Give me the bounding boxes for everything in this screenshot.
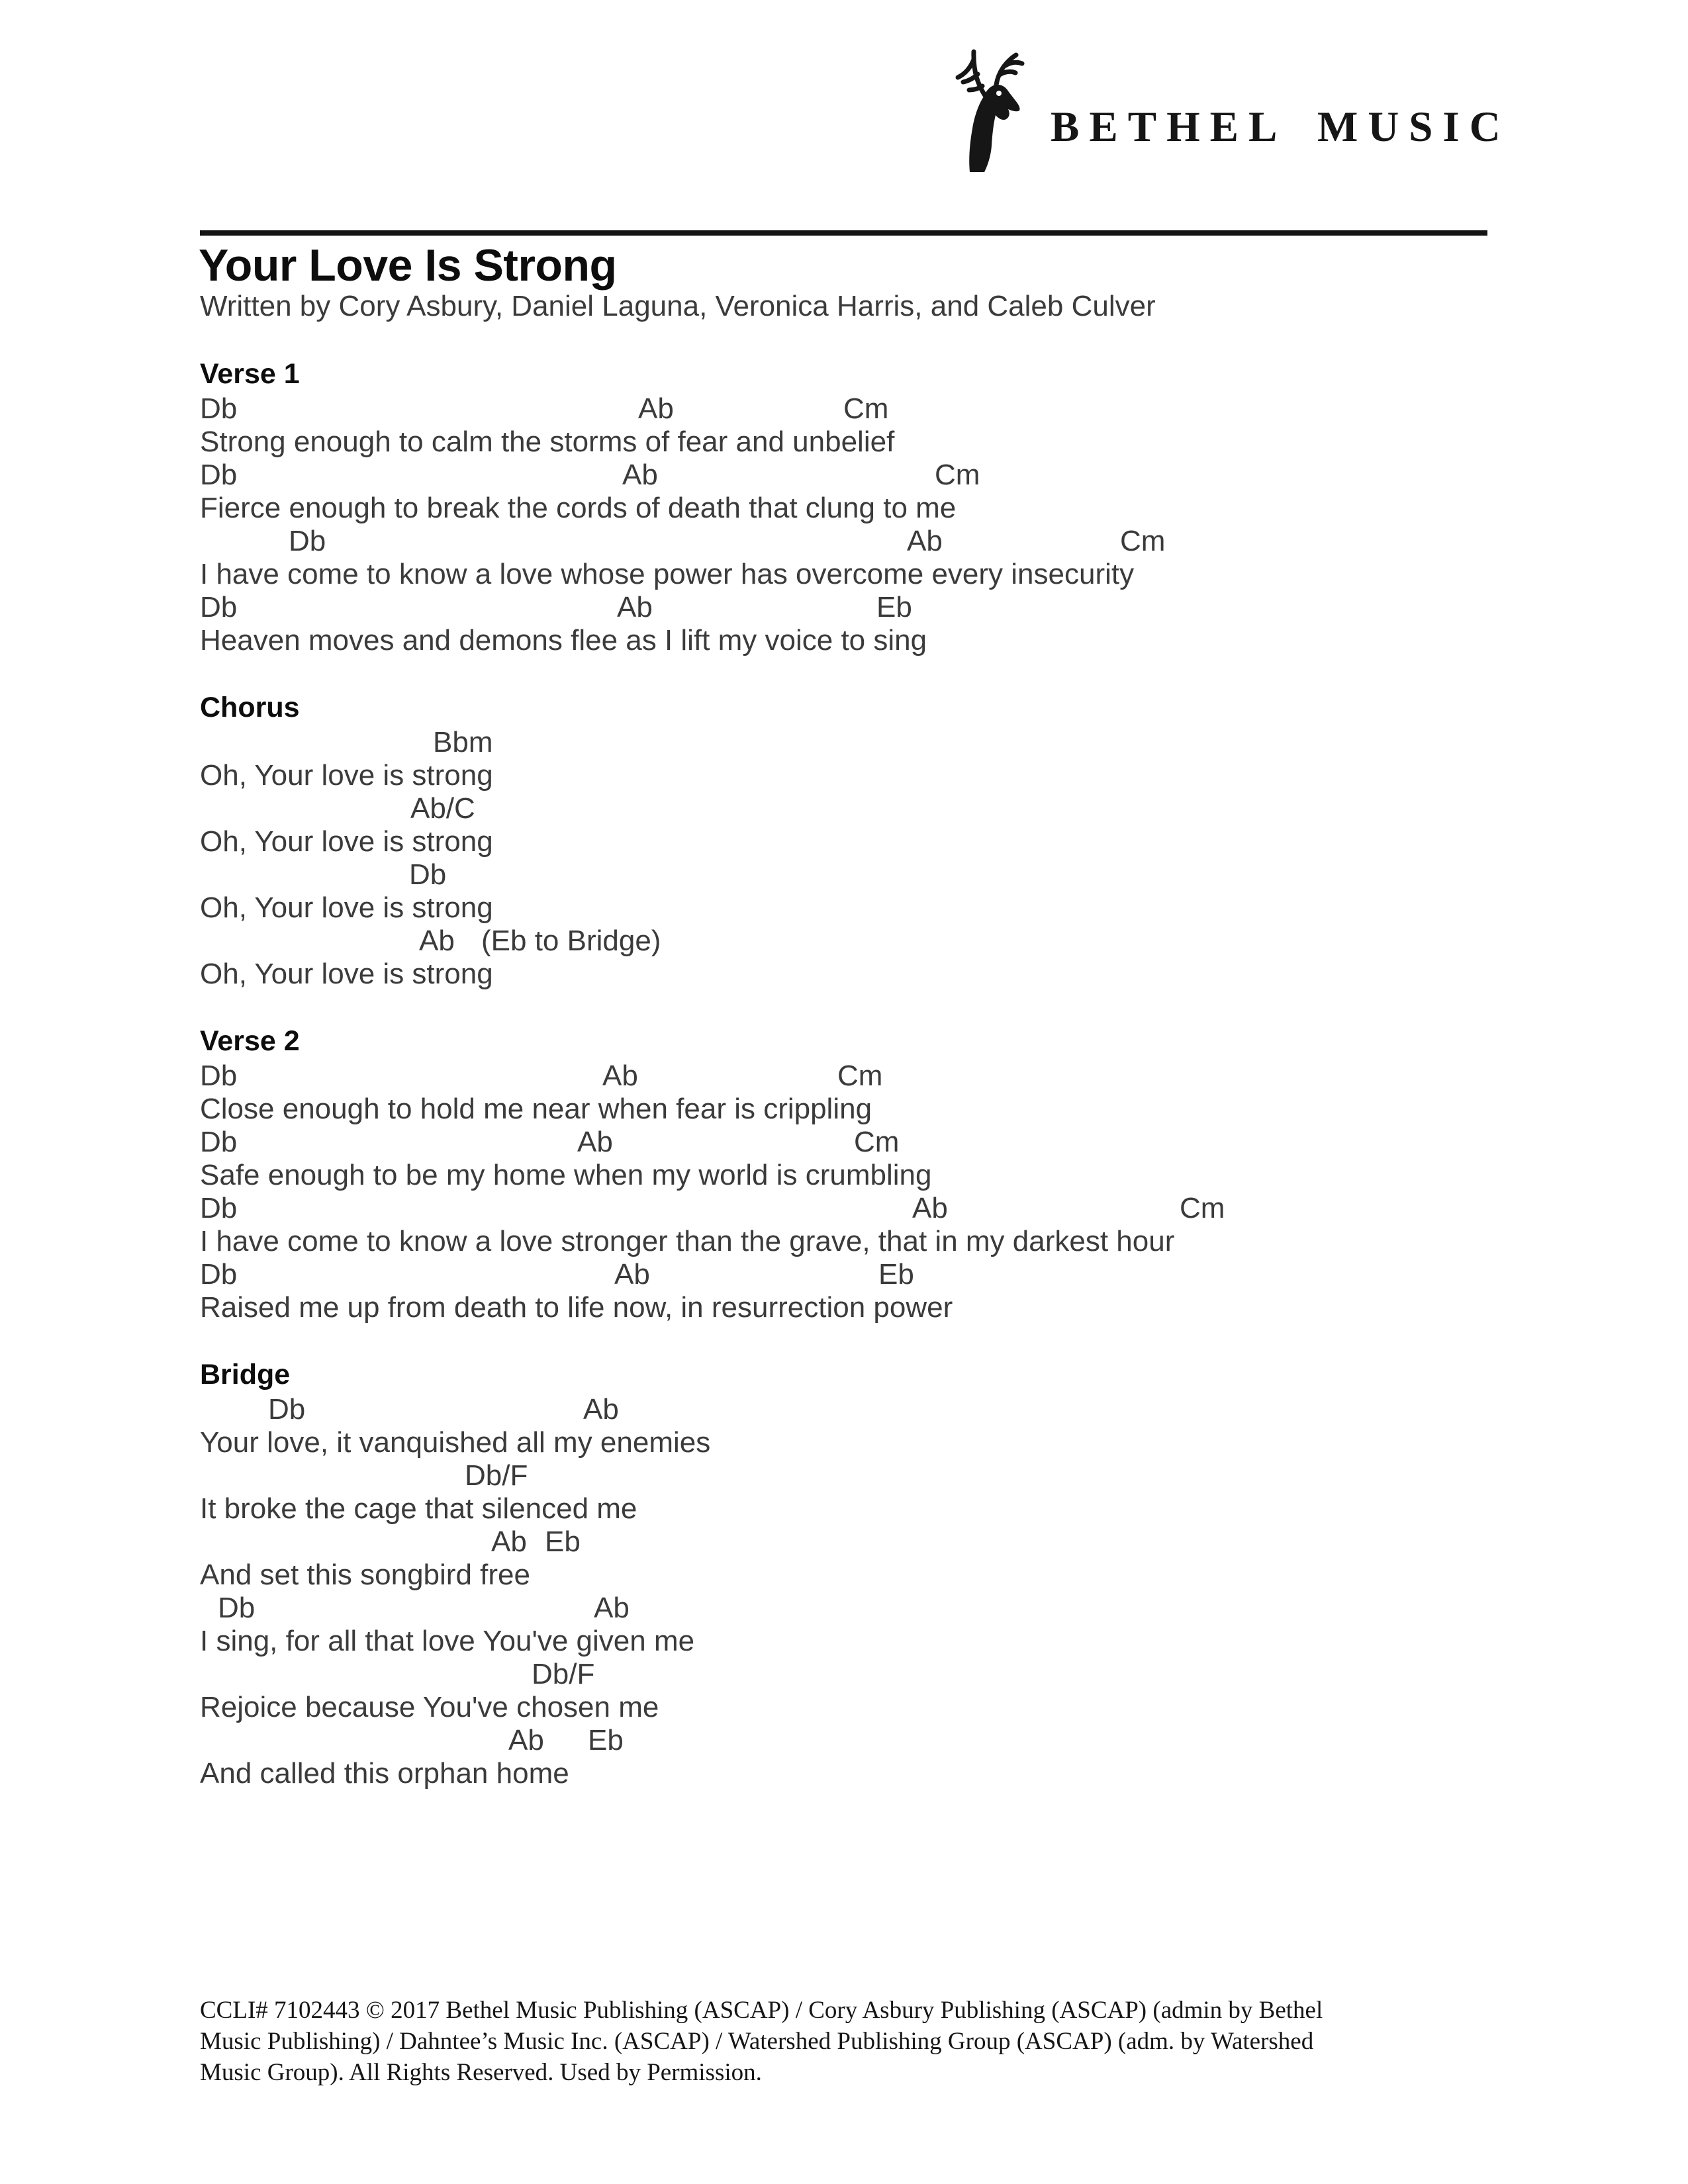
chord-line	[200, 726, 1557, 759]
chord: Ab	[614, 1258, 650, 1291]
chord: Db	[218, 1592, 256, 1624]
chord: Ab	[912, 1192, 948, 1224]
chord-line	[200, 925, 1557, 958]
section-verse-2	[200, 1025, 1557, 1324]
chord: Cm	[1120, 525, 1166, 557]
lyric-line: Fierce enough to break the cords of death that clung to me	[200, 492, 957, 524]
chord-line	[200, 591, 1557, 624]
chord: Db	[200, 459, 238, 491]
section-verse-1	[200, 358, 1557, 657]
section-heading: Verse 1	[200, 358, 300, 390]
header-rule	[200, 230, 1487, 236]
footer-line: Music Group). All Rights Reserved. Used by Permission.	[200, 2059, 762, 2086]
lyric-line: Your love, it vanquished all my enemies	[200, 1426, 711, 1459]
lyric-line: Safe enough to be my home when my world is crumbling	[200, 1159, 932, 1191]
lyric-line: Oh, Your love is strong	[200, 825, 493, 858]
chord: Bbm	[433, 726, 493, 758]
footer-copyright	[200, 1995, 1524, 2088]
section-heading: Verse 2	[200, 1025, 300, 1057]
byline: Written by Cory Asbury, Daniel Laguna, Veronica Harris, and Caleb Culver	[200, 290, 1156, 322]
chord: Eb	[588, 1724, 624, 1756]
chord: (Eb to Bridge)	[481, 925, 661, 957]
section-bridge	[200, 1359, 1557, 1790]
chord-line	[200, 1258, 1557, 1291]
chord: Ab	[617, 591, 653, 623]
lyric-line: Heaven moves and demons flee as I lift my voice to sing	[200, 624, 927, 657]
chord: Ab	[508, 1724, 544, 1756]
chord: Db	[200, 1192, 238, 1224]
song-title: Your Love Is Strong	[199, 240, 617, 291]
chord: Eb	[876, 591, 912, 623]
lyric-line: I sing, for all that love You've given me	[200, 1625, 695, 1657]
chord: Ab	[419, 925, 455, 957]
chord-line	[200, 1192, 1557, 1225]
chord-line	[200, 1724, 1557, 1757]
chord: Db	[200, 1060, 238, 1092]
chord-line	[200, 1060, 1557, 1093]
chord: Db	[200, 591, 238, 623]
chord: Db	[200, 1258, 238, 1291]
lyric-line: And called this orphan home	[200, 1757, 569, 1790]
logo-wordmark: BETHEL MUSIC	[1051, 103, 1511, 151]
chord-line	[200, 1393, 1557, 1426]
chord: Db	[289, 525, 326, 557]
chord: Ab	[594, 1592, 630, 1624]
chord: Ab	[577, 1126, 613, 1158]
lyric-line: Strong enough to calm the storms of fear and unbelief	[200, 426, 895, 458]
lyric-line: I have come to know a love stronger than the grave, that in my darkest hour	[200, 1225, 1175, 1257]
chord-line	[200, 1525, 1557, 1559]
chord-line	[200, 792, 1557, 825]
footer-line: CCLI# 7102443 © 2017 Bethel Music Publishing (ASCAP) / Cory Asbury Publishing (ASCAP) (admin by Bethel	[200, 1997, 1323, 2024]
chord-line	[200, 858, 1557, 891]
chord: Eb	[545, 1525, 581, 1558]
chord: Ab/C	[410, 792, 475, 825]
lyric-line: It broke the cage that silenced me	[200, 1492, 637, 1525]
chord-line	[200, 1459, 1557, 1492]
lyric-line: Oh, Your love is strong	[200, 958, 493, 990]
chord-line	[200, 525, 1557, 558]
chord: Db/F	[532, 1658, 595, 1690]
lyric-line: Oh, Your love is strong	[200, 759, 493, 792]
footer-line: Music Publishing) / Dahntee’s Music Inc. (ASCAP) / Watershed Publishing Group (ASCAP) (adm. by Watershed	[200, 2028, 1314, 2055]
chord: Db/F	[465, 1459, 528, 1492]
chord: Cm	[843, 392, 889, 425]
chord-line	[200, 1592, 1557, 1625]
chord: Db	[200, 392, 238, 425]
chord: Db	[200, 1126, 238, 1158]
chord: Ab	[622, 459, 658, 491]
chord: Ab	[491, 1525, 527, 1558]
lyric-line: I have come to know a love whose power has overcome every insecurity	[200, 558, 1135, 590]
song-body	[200, 358, 1557, 1825]
chord: Cm	[935, 459, 980, 491]
chord: Ab	[907, 525, 943, 557]
chord: Ab	[602, 1060, 638, 1092]
deer-head-icon	[951, 44, 1039, 172]
section-heading: Chorus	[200, 692, 300, 723]
chord: Cm	[854, 1126, 900, 1158]
chord-line	[200, 392, 1557, 426]
bethel-logo	[951, 42, 1511, 175]
chord: Eb	[878, 1258, 914, 1291]
chord: Cm	[837, 1060, 883, 1092]
chord: Ab	[583, 1393, 619, 1426]
chord: Db	[268, 1393, 306, 1426]
chord: Ab	[638, 392, 674, 425]
lyric-line: Close enough to hold me near when fear is crippling	[200, 1093, 872, 1125]
lyric-line: Oh, Your love is strong	[200, 891, 493, 924]
chord: Cm	[1180, 1192, 1225, 1224]
lyric-line: And set this songbird free	[200, 1559, 530, 1591]
chord-line	[200, 1126, 1557, 1159]
chord-line	[200, 1658, 1557, 1691]
section-heading: Bridge	[200, 1359, 291, 1390]
lyric-line: Rejoice because You've chosen me	[200, 1691, 659, 1723]
section-chorus	[200, 692, 1557, 991]
chord: Db	[409, 858, 447, 891]
chord-line	[200, 459, 1557, 492]
lyric-line: Raised me up from death to life now, in resurrection power	[200, 1291, 953, 1324]
